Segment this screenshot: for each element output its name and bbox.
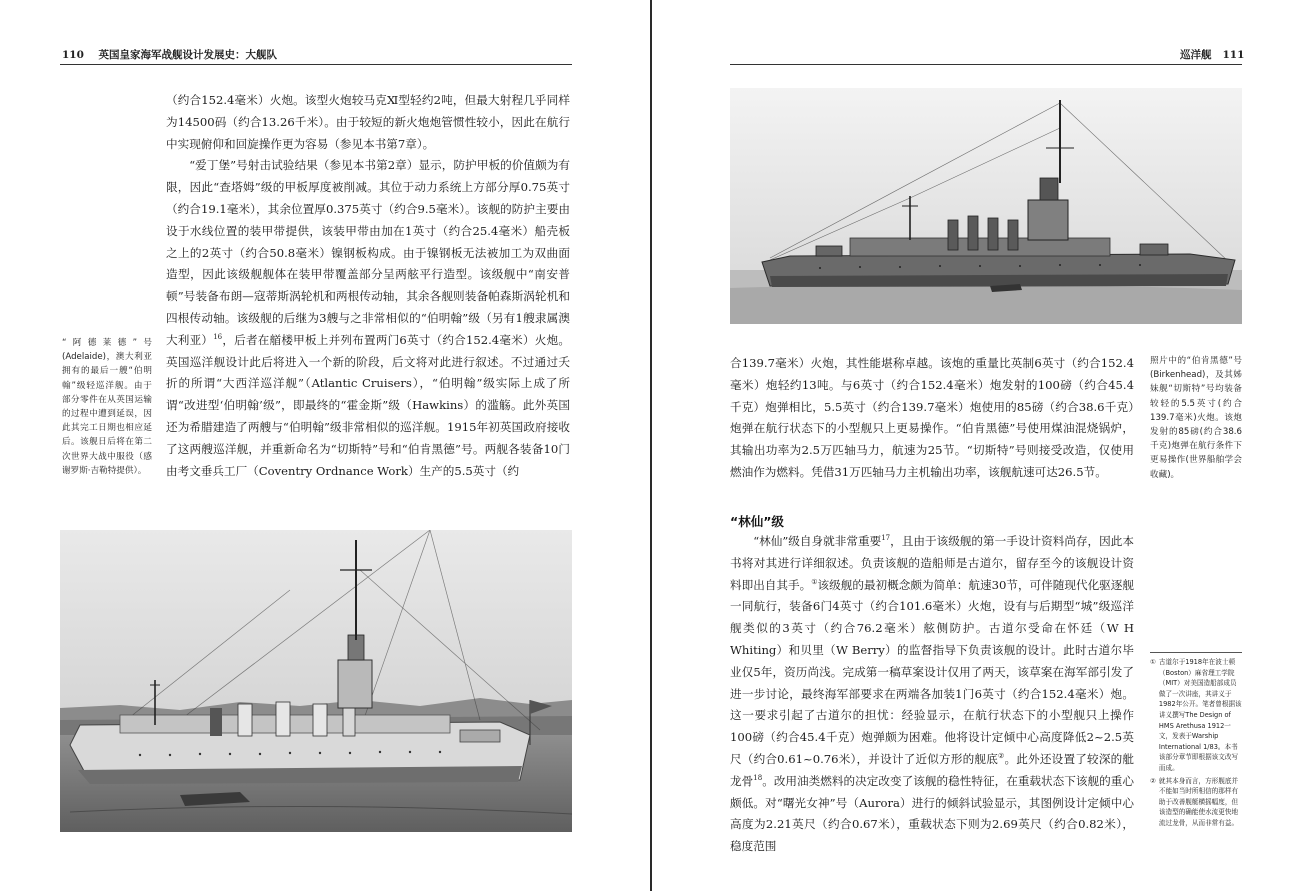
footnote-ref-17: 17 (881, 534, 891, 543)
right-side-caption: 照片中的“伯肯黑德”号(Birkenhead)，及其姊妹舰“切斯特”号均装备较轻的5.5英寸(约合139.7毫米)火炮。该炮发射的85磅(约合38.6千克)炮弹在航行条件下更易操作(世界船舶学会收藏)。 (1150, 356, 1242, 480)
footnote-2-text: 就其本身而言，方形舰底并不能如当时所相信的那样有助于改善舰艇横摇幅度，但该造型的确能使水流更快地流过龙骨，从而非常有益。 (1158, 776, 1239, 827)
footnote-1-mark: ① (1150, 658, 1156, 666)
right-running-head (1180, 47, 1244, 62)
left-header-rule (60, 64, 572, 65)
footnote-ref-18: 18 (753, 773, 763, 782)
footnote-2-mark: ② (1150, 776, 1156, 785)
footnote-1-text: 古道尔于1918年在波士顿（Boston）麻省理工学院（MIT）对美国造船部成员做了一次讲座，其讲义于1982年公开。笔者曾根据该讲义撰写The Design of HMS Arethusa 1912一文，发表于Warship International 1/83。本书该部分章节即根据该文改写而成。 (1158, 658, 1242, 772)
left-side-caption: “阿德莱德”号(Adelaide)，澳大利亚拥有的最后一艘“伯明翰”级轻巡洋舰。由于部分零件在从英国运输的过程中遭到延误，因此其完工日期也相应延后。该舰日后将在第二次世界大战中服役（感谢罗斯·吉勒特提供）。 (62, 338, 152, 476)
footnotes (1150, 657, 1242, 831)
right-body-text-bottom (730, 531, 1134, 858)
right-paragraph-2: “林仙”级自身就非常重要$^{17}$，且由于该级舰的第一手设计资料尚存，因此本书将对其进行详细叙述。负责该舰的造船师是古道尔，留存至今的该舰设计资料即出自其手。①该级舰的最初概念颇为简单：航速30节，可伴随现代化驱逐舰一同航行，装备6门4英寸（约合101.6毫米）火炮，设有与后期型“城”级巡洋舰类似的3英寸（约合76.2毫米）舷侧防护。古道尔受命在怀廷（W H Whiting）和贝里（W Berry）的监督指导下负责该舰的设计。此时古道尔毕业仅5年，资历尚浅。完成第一稿草案设计仅用了两天，该草案在海军部引发了进一步讨论，最终海军部要求在两端各加装1门6英寸（约合152.4毫米）炮。这一要求引起了古道尔的担忧：经验显示，在航行状态下的小型舰只上操作100磅（约合45.4千克）炮弹颇为困难。他将设计定倾中心高度降低2~2.5英尺（约合0.61~0.76米），并设计了近似方形的舰底②。此外还设置了较深的舭龙骨$^{18}$。改用油类燃料的决定改变了该舰的稳性特征，在重载状态下该舰的重心颇低。对“曙光女神”号（Aurora）进行的倾斜试验显示，其图例设计定倾中心高度为2.21英尺（约合0.67米），重载状态下则为2.69英尺（约合0.82米），稳度范围 (730, 534, 1134, 854)
right-header-rule (730, 64, 1242, 65)
left-paragraph-1: （约合152.4毫米）火炮。该型火炮较马克Ⅺ型轻约2吨，但最大射程几乎同样为14500码（约合13.26千米）。由于较短的新火炮炮管惯性较小，因此在航行中实现俯仰和回旋操作更为容易（参见本书第7章）。 (166, 93, 570, 151)
left-paragraph-2: “爱丁堡”号射击试验结果（参见本书第2章）显示，防护甲板的价值颇为有限，因此“查塔姆”级的甲板厚度被削减。其位于动力系统上方部分厚0.75英寸（约合19.1毫米），其余位置厚0.375英寸（约合9.5毫米）。该舰的防护主要由设于水线位置的装甲带提供，该装甲带由加在1英寸（约合25.4毫米）船壳板之上的2英寸（约合50.8毫米）镍钢板构成。由于镍钢板无法被加工为双曲面造型，因此该级舰舰体在装甲带覆盖部分呈两舷平行造型。该级舰中“南安普顿”号装备布朗—寇蒂斯涡轮机和两根传动轴，其余各舰则装备帕森斯涡轮机和四根传动轴。该级舰的后继为3艘与之非常相似的“伯明翰”级（另有1艘隶属澳大利亚）$^{16}$，后者在艏楼甲板上并列布置两门6英寸（约合152.4毫米）火炮。英国巡洋舰设计此后将进入一个新的阶段，后文将对此进行叙述。不过通过夭折的所谓“大西洋巡洋舰”（Atlantic Cruisers），“伯明翰”级实际上成了所谓“改进型‘伯明翰’级”，即最终的“霍金斯”级（Hawkins）的滥觞。此外英国还为希腊建造了两艘与“伯明翰”级非常相似的巡洋舰。1915年初英国政府接收了这两艘巡洋舰，并重新命名为“切斯特”号和“伯肯黑德”号。两舰各装备10门由考文垂兵工厂（Coventry Ordnance Work）生产的5.5英寸（约 (166, 158, 570, 478)
right-chapter-title: 巡洋舰 (1180, 49, 1212, 61)
left-body-text (166, 90, 570, 482)
footnote-ref-1: ① (811, 577, 818, 586)
left-book-title: 英国皇家海军战舰设计发展史：大舰队 (98, 49, 278, 61)
footnote-rule (1150, 652, 1242, 653)
photo-birkenhead-cruiser (730, 88, 1242, 324)
left-page-number: 110 (62, 49, 84, 61)
right-paragraph-1: 合139.7毫米）火炮，其性能堪称卓越。该炮的重量比英制6英寸（约合152.4毫米）炮轻约13吨。与6英寸（约合152.4毫米）炮发射的100磅（约合45.4千克）炮弹相比，5.5英寸（约合139.7毫米）炮使用的85磅（约合38.6千克）炮弹在航行状态下的小型舰只上更易操作。“伯肯黑德”号使用煤油混烧锅炉，其输出功率为2.5万匹轴马力，航速为25节。“切斯特”号则接受改造，仅使用燃油作为燃料。凭借31万匹轴马力主机输出功率，该舰航速可达26.5节。 (730, 356, 1134, 479)
right-body-text-top (730, 353, 1134, 484)
spread-gutter (650, 0, 652, 891)
photo-adelaide-cruiser (60, 530, 572, 832)
footnote-2 (1150, 776, 1242, 829)
footnote-ref-16: 16 (213, 332, 223, 341)
footnote-1 (1150, 657, 1242, 774)
left-running-head (62, 47, 277, 62)
footnote-ref-2: ② (998, 752, 1005, 761)
right-page-number: 111 (1222, 49, 1245, 61)
section-title-arethusa-class: “林仙”级 (730, 514, 784, 529)
